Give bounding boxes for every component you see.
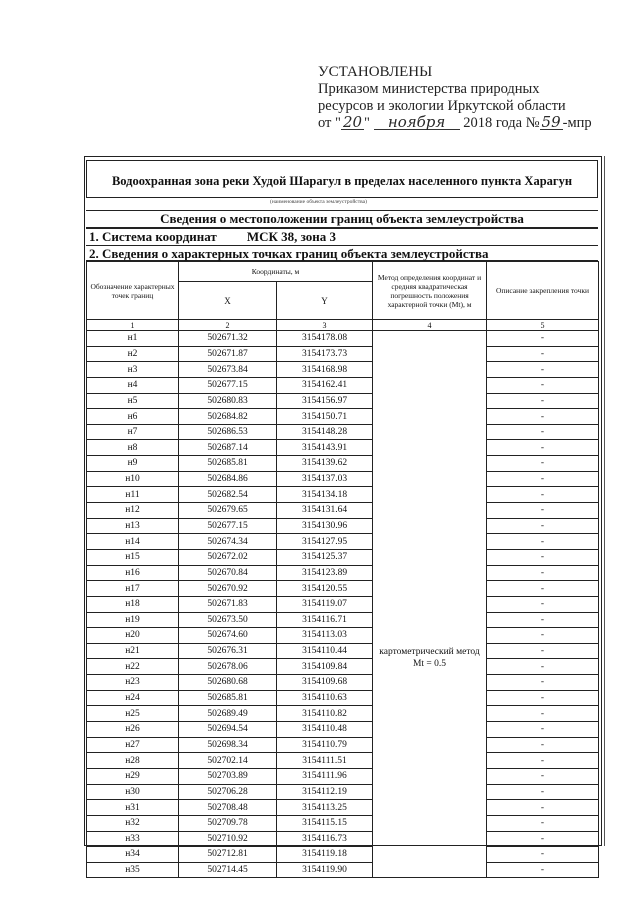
table-row bbox=[87, 362, 599, 378]
coord-y: 3154148.28 bbox=[277, 424, 373, 440]
order-suffix: -мпр bbox=[562, 115, 592, 131]
desc-cell: - bbox=[487, 737, 599, 753]
table-row bbox=[87, 722, 599, 738]
point-name: н16 bbox=[87, 565, 179, 581]
point-name: н5 bbox=[87, 393, 179, 409]
coord-x: 502714.45 bbox=[179, 862, 277, 878]
coord-y: 3154137.03 bbox=[277, 471, 373, 487]
point-name: н14 bbox=[87, 534, 179, 550]
table-row bbox=[87, 424, 599, 440]
coord-x: 502671.87 bbox=[179, 346, 277, 362]
coord-y: 3154119.18 bbox=[277, 847, 373, 863]
point-name: н26 bbox=[87, 722, 179, 738]
date-year: 2018 года № bbox=[463, 115, 540, 131]
coord-x: 502673.50 bbox=[179, 612, 277, 628]
coord-x: 502671.32 bbox=[179, 331, 277, 347]
coord-y: 3154134.18 bbox=[277, 487, 373, 503]
date-month-handwritten: ноября bbox=[374, 115, 460, 130]
section-location-heading: Сведения о местоположении границ объекта землеустройства bbox=[86, 210, 598, 228]
point-name: н29 bbox=[87, 768, 179, 784]
point-name: н1 bbox=[87, 331, 179, 347]
desc-cell: - bbox=[487, 862, 599, 878]
table-row bbox=[87, 503, 599, 519]
coord-x: 502685.81 bbox=[179, 690, 277, 706]
coord-y: 3154125.37 bbox=[277, 549, 373, 565]
coord-system-label: 1. Система координат bbox=[89, 229, 217, 244]
table-row bbox=[87, 753, 599, 769]
desc-cell: - bbox=[487, 815, 599, 831]
point-name: н23 bbox=[87, 675, 179, 691]
table-row bbox=[87, 690, 599, 706]
desc-cell: - bbox=[487, 503, 599, 519]
coord-x: 502689.49 bbox=[179, 706, 277, 722]
point-name: н28 bbox=[87, 753, 179, 769]
desc-cell: - bbox=[487, 549, 599, 565]
desc-cell: - bbox=[487, 424, 599, 440]
coord-y: 3154143.91 bbox=[277, 440, 373, 456]
point-name: н12 bbox=[87, 503, 179, 519]
table-body bbox=[87, 331, 599, 878]
coord-y: 3154110.82 bbox=[277, 706, 373, 722]
header-method: Метод определения координат и средняя квадратическая погрешность положения характерной точки (Mt), м bbox=[373, 262, 487, 320]
header-coords: Координаты, м bbox=[179, 262, 373, 282]
coord-y: 3154130.96 bbox=[277, 518, 373, 534]
point-name: н25 bbox=[87, 706, 179, 722]
desc-cell: - bbox=[487, 377, 599, 393]
table-row bbox=[87, 518, 599, 534]
desc-cell: - bbox=[487, 534, 599, 550]
header-desc: Описание закрепления точки bbox=[487, 262, 599, 320]
point-name: н32 bbox=[87, 815, 179, 831]
coord-y: 3154115.15 bbox=[277, 815, 373, 831]
section-coordinate-system bbox=[86, 228, 598, 245]
coord-y: 3154111.51 bbox=[277, 753, 373, 769]
desc-cell: - bbox=[487, 487, 599, 503]
table-row bbox=[87, 331, 599, 347]
header-x: X bbox=[179, 282, 277, 320]
point-name: н7 bbox=[87, 424, 179, 440]
coord-y: 3154119.90 bbox=[277, 862, 373, 878]
coord-y: 3154119.07 bbox=[277, 596, 373, 612]
desc-cell: - bbox=[487, 784, 599, 800]
table-row bbox=[87, 377, 599, 393]
coord-y: 3154162.41 bbox=[277, 377, 373, 393]
coord-y: 3154113.03 bbox=[277, 628, 373, 644]
desc-cell: - bbox=[487, 722, 599, 738]
coord-y: 3154173.73 bbox=[277, 346, 373, 362]
table-row bbox=[87, 565, 599, 581]
point-name: н34 bbox=[87, 847, 179, 863]
coord-x: 502684.86 bbox=[179, 471, 277, 487]
coord-y: 3154109.68 bbox=[277, 675, 373, 691]
desc-cell: - bbox=[487, 768, 599, 784]
coord-x: 502677.15 bbox=[179, 518, 277, 534]
point-name: н35 bbox=[87, 862, 179, 878]
coord-y: 3154110.63 bbox=[277, 690, 373, 706]
coord-x: 502680.68 bbox=[179, 675, 277, 691]
coord-x: 502670.92 bbox=[179, 581, 277, 597]
coord-x: 502709.78 bbox=[179, 815, 277, 831]
document-title: Водоохранная зона реки Худой Шарагул в пределах населенного пункта Харагун bbox=[111, 174, 573, 188]
desc-cell: - bbox=[487, 690, 599, 706]
desc-cell: - bbox=[487, 440, 599, 456]
title-note: (наименование объекта землеустройства) bbox=[270, 199, 367, 205]
coord-y: 3154156.97 bbox=[277, 393, 373, 409]
col-number-5: 5 bbox=[487, 320, 599, 331]
point-name: н10 bbox=[87, 471, 179, 487]
coord-y: 3154150.71 bbox=[277, 409, 373, 425]
desc-cell: - bbox=[487, 393, 599, 409]
desc-cell: - bbox=[487, 659, 599, 675]
desc-cell: - bbox=[487, 800, 599, 816]
coord-x: 502670.84 bbox=[179, 565, 277, 581]
coord-x: 502685.81 bbox=[179, 456, 277, 472]
desc-cell: - bbox=[487, 409, 599, 425]
date-mid: " bbox=[364, 115, 370, 131]
desc-cell: - bbox=[487, 831, 599, 847]
desc-cell: - bbox=[487, 706, 599, 722]
point-name: н11 bbox=[87, 487, 179, 503]
table-row bbox=[87, 800, 599, 816]
table-row bbox=[87, 346, 599, 362]
table-row bbox=[87, 628, 599, 644]
coord-x: 502694.54 bbox=[179, 722, 277, 738]
method-cell: картометрический метод Mt = 0.5 bbox=[373, 331, 487, 878]
table-row bbox=[87, 581, 599, 597]
coord-x: 502686.53 bbox=[179, 424, 277, 440]
col-number-1: 1 bbox=[87, 320, 179, 331]
coord-x: 502687.14 bbox=[179, 440, 277, 456]
coord-x: 502710.92 bbox=[179, 831, 277, 847]
desc-cell: - bbox=[487, 346, 599, 362]
table-row bbox=[87, 768, 599, 784]
coord-y: 3154111.96 bbox=[277, 768, 373, 784]
coord-x: 502712.81 bbox=[179, 847, 277, 863]
table-row bbox=[87, 706, 599, 722]
point-name: н33 bbox=[87, 831, 179, 847]
date-prefix: от " bbox=[318, 115, 341, 131]
point-name: н6 bbox=[87, 409, 179, 425]
approval-date-line bbox=[318, 115, 618, 132]
desc-cell: - bbox=[487, 628, 599, 644]
point-name: н22 bbox=[87, 659, 179, 675]
point-name: н30 bbox=[87, 784, 179, 800]
point-name: н2 bbox=[87, 346, 179, 362]
point-name: н8 bbox=[87, 440, 179, 456]
coord-x: 502678.06 bbox=[179, 659, 277, 675]
coord-x: 502673.84 bbox=[179, 362, 277, 378]
coord-y: 3154116.71 bbox=[277, 612, 373, 628]
point-name: н24 bbox=[87, 690, 179, 706]
col-number-3: 3 bbox=[277, 320, 373, 331]
table-row bbox=[87, 471, 599, 487]
header-y: Y bbox=[277, 282, 373, 320]
point-name: н19 bbox=[87, 612, 179, 628]
point-name: н18 bbox=[87, 596, 179, 612]
coord-y: 3154109.84 bbox=[277, 659, 373, 675]
coord-y: 3154131.64 bbox=[277, 503, 373, 519]
header-point: Обозначение характерных точек границ bbox=[87, 262, 179, 320]
desc-cell: - bbox=[487, 518, 599, 534]
desc-cell: - bbox=[487, 643, 599, 659]
table-row bbox=[87, 815, 599, 831]
coord-x: 502708.48 bbox=[179, 800, 277, 816]
coord-x: 502698.34 bbox=[179, 737, 277, 753]
table-row bbox=[87, 549, 599, 565]
desc-cell: - bbox=[487, 753, 599, 769]
point-name: н13 bbox=[87, 518, 179, 534]
table-row bbox=[87, 440, 599, 456]
coord-y: 3154110.79 bbox=[277, 737, 373, 753]
table-row bbox=[87, 534, 599, 550]
col-number-2: 2 bbox=[179, 320, 277, 331]
section-points-heading: 2. Сведения о характерных точках границ объекта землеустройства bbox=[86, 245, 598, 261]
desc-cell: - bbox=[487, 612, 599, 628]
coord-y: 3154116.73 bbox=[277, 831, 373, 847]
coord-x: 502682.54 bbox=[179, 487, 277, 503]
point-name: н21 bbox=[87, 643, 179, 659]
coord-x: 502679.65 bbox=[179, 503, 277, 519]
point-name: н17 bbox=[87, 581, 179, 597]
table-row bbox=[87, 847, 599, 863]
point-name: н31 bbox=[87, 800, 179, 816]
date-day-handwritten: 20 bbox=[342, 113, 363, 131]
coord-y: 3154139.62 bbox=[277, 456, 373, 472]
table-row bbox=[87, 487, 599, 503]
table-row bbox=[87, 456, 599, 472]
desc-cell: - bbox=[487, 362, 599, 378]
point-name: н4 bbox=[87, 377, 179, 393]
table-row bbox=[87, 612, 599, 628]
coordinates-table bbox=[86, 261, 599, 878]
coord-x: 502676.31 bbox=[179, 643, 277, 659]
desc-cell: - bbox=[487, 596, 599, 612]
desc-cell: - bbox=[487, 565, 599, 581]
point-name: н15 bbox=[87, 549, 179, 565]
coord-x: 502684.82 bbox=[179, 409, 277, 425]
point-name: н3 bbox=[87, 362, 179, 378]
coord-x: 502680.83 bbox=[179, 393, 277, 409]
point-name: н20 bbox=[87, 628, 179, 644]
coord-x: 502672.02 bbox=[179, 549, 277, 565]
desc-cell: - bbox=[487, 847, 599, 863]
desc-cell: - bbox=[487, 675, 599, 691]
right-margin-line bbox=[604, 156, 605, 846]
col-number-4: 4 bbox=[373, 320, 487, 331]
desc-cell: - bbox=[487, 331, 599, 347]
title-box bbox=[86, 160, 598, 198]
table-row bbox=[87, 659, 599, 675]
coord-y: 3154178.08 bbox=[277, 331, 373, 347]
approval-line-3: ресурсов и экологии Иркутской области bbox=[318, 98, 566, 114]
coord-x: 502674.34 bbox=[179, 534, 277, 550]
coord-system-value: МСК 38, зона 3 bbox=[246, 229, 337, 244]
coord-y: 3154123.89 bbox=[277, 565, 373, 581]
coord-y: 3154113.25 bbox=[277, 800, 373, 816]
desc-cell: - bbox=[487, 456, 599, 472]
coord-y: 3154168.98 bbox=[277, 362, 373, 378]
table-row bbox=[87, 393, 599, 409]
table-row bbox=[87, 596, 599, 612]
coord-x: 502671.83 bbox=[179, 596, 277, 612]
table-row bbox=[87, 409, 599, 425]
approval-heading: УСТАНОВЛЕНЫ bbox=[318, 64, 433, 80]
coord-x: 502702.14 bbox=[179, 753, 277, 769]
coord-x: 502706.28 bbox=[179, 784, 277, 800]
coord-x: 502703.89 bbox=[179, 768, 277, 784]
coord-x: 502677.15 bbox=[179, 377, 277, 393]
desc-cell: - bbox=[487, 471, 599, 487]
table-row bbox=[87, 862, 599, 878]
coord-x: 502674.60 bbox=[179, 628, 277, 644]
coord-y: 3154120.55 bbox=[277, 581, 373, 597]
table-row bbox=[87, 831, 599, 847]
coord-y: 3154127.95 bbox=[277, 534, 373, 550]
table-row bbox=[87, 784, 599, 800]
table-row bbox=[87, 675, 599, 691]
table-row bbox=[87, 737, 599, 753]
point-name: н27 bbox=[87, 737, 179, 753]
coord-y: 3154110.48 bbox=[277, 722, 373, 738]
point-name: н9 bbox=[87, 456, 179, 472]
coord-y: 3154110.44 bbox=[277, 643, 373, 659]
approval-block bbox=[318, 64, 618, 132]
table-row bbox=[87, 643, 599, 659]
coord-y: 3154112.19 bbox=[277, 784, 373, 800]
order-number-handwritten: 59 bbox=[541, 113, 561, 131]
approval-line-2: Приказом министерства природных bbox=[318, 81, 540, 97]
desc-cell: - bbox=[487, 581, 599, 597]
